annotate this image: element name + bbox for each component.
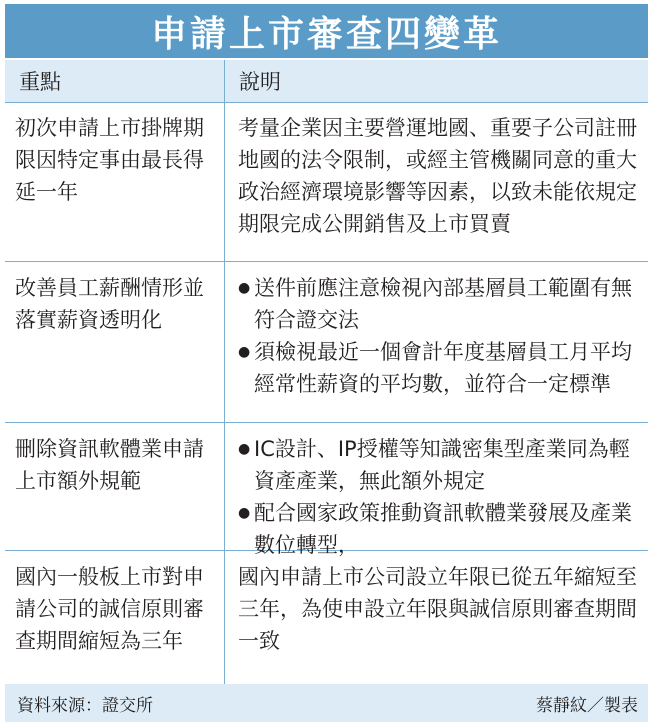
row-description [238, 433, 642, 561]
page-title: 申請上市審查四變革 [5, 4, 648, 58]
bullet-item [238, 433, 642, 497]
column-divider [224, 423, 225, 551]
row-key: 初次申請上市掛牌期限因特定事由最長得延一年 [15, 116, 204, 204]
row-description [238, 272, 642, 400]
footer [5, 684, 648, 722]
row-description: 考量企業因主要營運地國、重要子公司註冊地國的法令限制，或經主管機關同意的重大政治經濟環境影響等因素，以致未能依規定期限完成公開銷售及上市買賣 [238, 116, 637, 236]
bullet-dot-icon: ● [238, 344, 251, 360]
bullet-item [238, 336, 642, 400]
column-divider [224, 60, 225, 102]
bullet-text: 須檢視最近一個會計年度基層員工月平均經常性薪資的平均數，並符合一定標準 [254, 340, 632, 396]
bullet-text: IC設計、IP授權等知識密集型產業同為輕資產產業，無此額外規定 [254, 437, 630, 493]
column-divider [224, 102, 225, 262]
row-key: 改善員工薪酬情形並落實薪資透明化 [15, 276, 204, 332]
row-description: 國內申請上市公司設立年限已從五年縮短至三年，為使申設立年限與誠信原則審查期間一致 [238, 565, 637, 653]
column-divider [224, 551, 225, 684]
bullet-dot-icon: ● [238, 441, 251, 457]
row-key: 刪除資訊軟體業申請上市額外規範 [15, 437, 204, 493]
bullet-dot-icon: ● [238, 280, 251, 296]
table-row [5, 551, 648, 684]
credit-note: 蔡靜紋／製表 [536, 695, 638, 716]
bullet-text: 配合國家政策推動資訊軟體業發展及產業數位轉型， [254, 501, 632, 557]
table-row [5, 102, 648, 262]
column-divider [224, 262, 225, 423]
bullet-dot-icon: ● [238, 505, 251, 521]
bullet-text: 送件前應注意檢視內部基層員工範圍有無符合證交法 [254, 276, 632, 332]
source-note: 資料來源：證交所 [17, 695, 153, 716]
header-key-column: 重點 [19, 70, 61, 94]
row-key: 國內一般板上市對申請公司的誠信原則審查期間縮短為三年 [15, 565, 204, 653]
table-row [5, 423, 648, 557]
table-row [5, 262, 648, 423]
table-header [5, 60, 648, 103]
bullet-item [238, 272, 642, 336]
header-description-column: 說明 [239, 70, 281, 94]
